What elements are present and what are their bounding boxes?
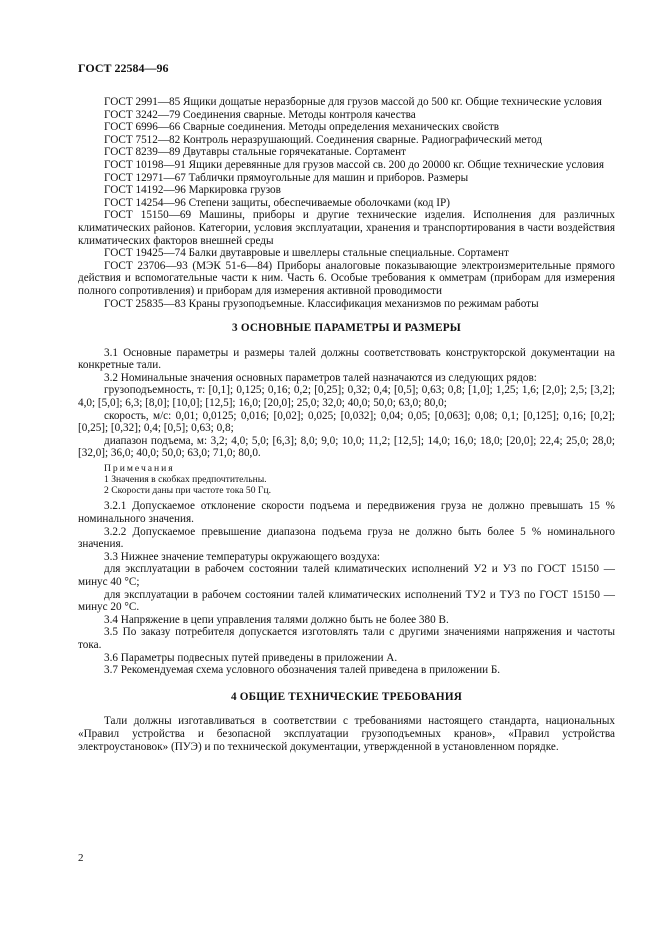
reference-item: ГОСТ 23706—93 (МЭК 51-6—84) Приборы аналоговые показывающие электроизмерительные прямого действия и вспомогательные части к ним. Часть 6. Особые требования к омметрам (приборам для измерения полного сопротивления) и приборам для измерения активной проводимости <box>78 259 615 297</box>
notes-block <box>78 464 615 496</box>
reference-item: ГОСТ 25835—83 Краны грузоподъемные. Классификация механизмов по режимам работы <box>104 297 539 310</box>
reference-item: ГОСТ 6996—66 Сварные соединения. Методы определения механических свойств <box>104 121 500 134</box>
document-body <box>78 96 615 753</box>
clause-3-2-2: 3.2.2 Допускаемое превышение диапазона подъема груза не должно быть более 5 % номинального значения. <box>78 525 615 551</box>
clause-3-3: 3.3 Нижнее значение температуры окружающего воздуха: <box>104 550 381 563</box>
reference-item: ГОСТ 2991—85 Ящики дощатые неразборные для грузов массой до 500 кг. Общие технические условия <box>104 96 602 108</box>
note-item: 2 Скорости даны при частоте тока 50 Гц. <box>104 484 271 496</box>
reference-item: ГОСТ 3242—79 Соединения сварные. Методы контроля качества <box>104 108 416 121</box>
document-code-header: ГОСТ 22584—96 <box>78 61 169 75</box>
reference-item: ГОСТ 10198—91 Ящики деревянные для грузов массой св. 200 до 20000 кг. Общие технические условия <box>104 158 605 171</box>
clause-3-4: 3.4 Напряжение в цепи управления талями должно быть не более 380 В. <box>104 613 449 626</box>
clause-3-2-1: 3.2.1 Допускаемое отклонение скорости подъема и передвижения груза не должно превышать 15 % номинального значения. <box>78 500 615 526</box>
clause-3-3-a: для эксплуатации в рабочем состоянии талей климатических исполнений У2 и У3 по ГОСТ 15150 — минус 40 °С; <box>78 563 615 588</box>
reference-item: ГОСТ 19425—74 Балки двутавровые и швеллеры стальные специальные. Сортамент <box>104 247 509 260</box>
clause-3-6: 3.6 Параметры подвесных путей приведены в приложении А. <box>104 651 398 664</box>
section-4-paragraph: Тали должны изготавливаться в соответствии с требованиями настоящего стандарта, национальных «Правил устройства и безопасной эксплуатации грузоподъемных кранов», «Правил устройства электроустановок» (ПУЭ) и по технической документации, утвержденной в установленном порядке. <box>78 715 615 753</box>
lift-range-series: диапазон подъема, м: 3,2; 4,0; 5,0; [6,3]; 8,0; 9,0; 10,0; 11,2; [12,5]; 14,0; 16,0; 18,0; [20,0]; 22,4; 25,0; 28,0; [32,0]; 36,0; 40,0; 50,0; 63,0; 71,0; 80,0. <box>78 434 615 460</box>
clause-3-5: 3.5 По заказу потребителя допускается изготовлять тали с другими значениями напряжения и частоты тока. <box>78 626 615 651</box>
reference-item: ГОСТ 14254—96 Степени защиты, обеспечиваемые оболочками (код IP) <box>104 196 450 209</box>
capacity-series: грузоподъемность, т: [0,1]; 0,125; 0,16; 0,2; [0,25]; 0,32; 0,4; [0,5]; 0,63; 0,8; [1,0]; 1,25; 1,6; [2,0]; 2,5; [3,2]; 4,0; [5,0]; 6,3; [8,0]; [10,0]; [12,5]; 16,0; [20,0]; 25,0; 32,0; 40,0; 50,0; 63,0; 80,0; <box>78 384 615 410</box>
clause-3-7: 3.7 Рекомендуемая схема условного обозначения талей приведена в приложении Б. <box>104 664 501 677</box>
section-3-heading: 3 ОСНОВНЫЕ ПАРАМЕТРЫ И РАЗМЕРЫ <box>232 322 461 335</box>
clause-3-2: 3.2 Номинальные значения основных параметров талей назначаются из следующих рядов: <box>104 371 537 384</box>
reference-item: ГОСТ 15150—69 Машины, приборы и другие технические изделия. Исполнения для различных климатических районов. Категории, условия эксплуатации, хранения и транспортирования в части воздействия климатических факторов внешней среды <box>78 209 615 247</box>
note-item: 1 Значения в скобках предпочтительны. <box>104 473 267 485</box>
speed-series: скорость, м/с: 0,01; 0,0125; 0,016; [0,02]; 0,025; [0,032]; 0,04; 0,05; [0,063]; 0,08; 0,1; [0,125]; 0,16; [0,2]; [0,25]; [0,32]; 0,4; [0,5]; 0,63; 0,8; <box>78 409 615 435</box>
section-4-heading: 4 ОБЩИЕ ТЕХНИЧЕСКИЕ ТРЕБОВАНИЯ <box>230 690 463 703</box>
page-number: 2 <box>78 852 84 864</box>
normative-references-list <box>78 96 615 310</box>
notes-title: Примечания <box>104 463 175 475</box>
reference-item: ГОСТ 14192—96 Маркировка грузов <box>104 184 281 197</box>
reference-item: ГОСТ 8239—89 Двутавры стальные горячекатаные. Сортамент <box>104 146 407 159</box>
clause-3-1: 3.1 Основные параметры и размеры талей должны соответствовать конструкторской документации на конкретные тали. <box>78 346 615 372</box>
clause-3-3-b: для эксплуатации в рабочем состоянии талей климатических исполнений ТУ2 и ТУ3 по ГОСТ 15150 — минус 20 °С. <box>78 588 615 614</box>
reference-item: ГОСТ 7512—82 Контроль неразрушающий. Соединения сварные. Радиографический метод <box>104 133 543 146</box>
reference-item: ГОСТ 12971—67 Таблички прямоугольные для машин и приборов. Размеры <box>104 171 469 184</box>
